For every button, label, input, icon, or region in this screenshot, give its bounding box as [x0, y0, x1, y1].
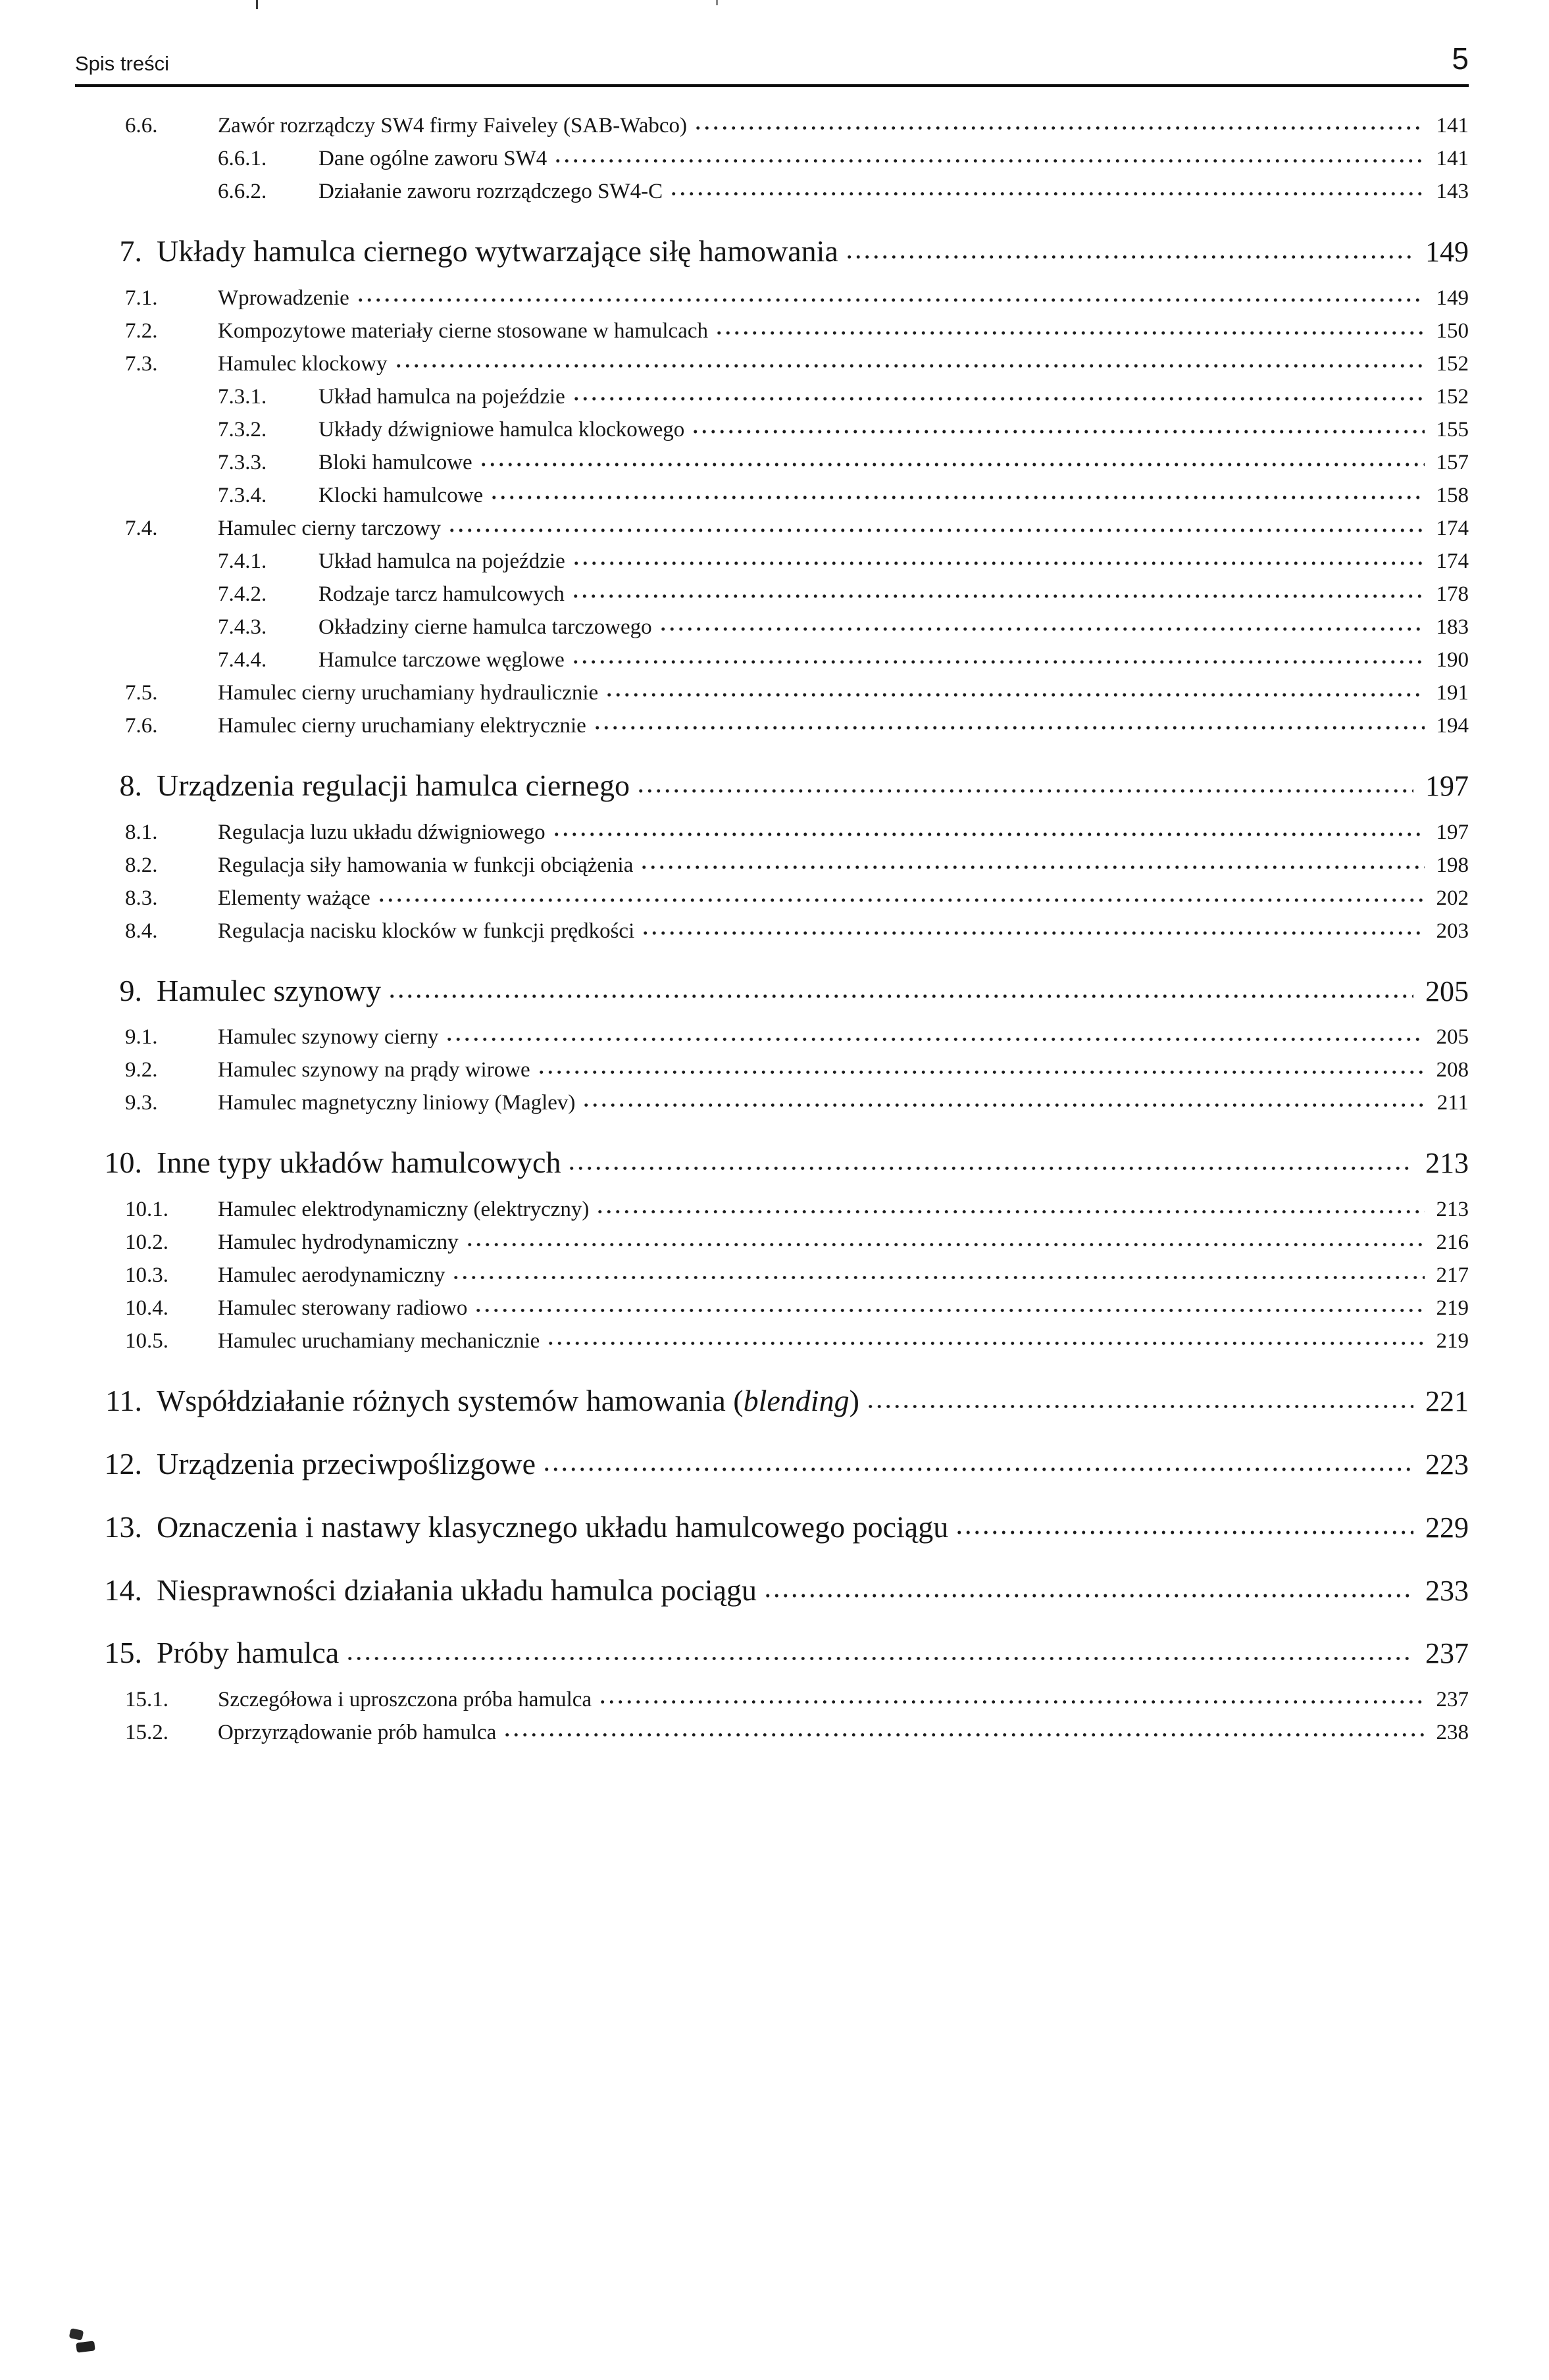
entry-page-number: 208: [1436, 1058, 1469, 1082]
entry-number: 7.4.1.: [218, 549, 267, 573]
entry-number: 13.: [104, 1509, 142, 1544]
toc-entry: [75, 282, 1469, 315]
entry-number: 7.1.: [125, 286, 158, 310]
dot-leader: [503, 1730, 1424, 1739]
entry-title: Hamulec cierny uruchamiany hydraulicznie: [218, 680, 599, 705]
entry-number: 7.4.4.: [218, 647, 267, 672]
entry-page-number: 221: [1425, 1385, 1469, 1418]
toc-entry: [75, 232, 1469, 271]
toc-entry: [75, 882, 1469, 915]
entry-number: 7.6.: [125, 713, 158, 738]
dot-leader: [546, 1338, 1424, 1348]
dot-leader: [641, 928, 1424, 938]
entry-title: Hamulec szynowy na prądy wirowe: [218, 1058, 530, 1082]
entry-number: 8.2.: [125, 853, 158, 877]
page-header: [75, 43, 1469, 87]
entry-number: 9.2.: [125, 1058, 158, 1082]
dot-leader: [691, 427, 1424, 436]
entry-page-number: 197: [1425, 769, 1469, 802]
entry-number: 9.1.: [125, 1025, 158, 1050]
toc-entry: [75, 644, 1469, 676]
dot-leader: [445, 1034, 1424, 1044]
entry-page-number: 205: [1425, 975, 1469, 1007]
entry-page-number: 158: [1436, 483, 1469, 507]
entry-number: 15.2.: [125, 1721, 168, 1745]
entry-number: 9.: [119, 973, 142, 1007]
entry-page-number: 219: [1436, 1329, 1469, 1354]
toc-entry: [75, 1507, 1469, 1547]
toc-entry: [75, 347, 1469, 380]
entry-title: Okładziny cierne hamulca tarczowego: [318, 615, 652, 639]
toc-entry: [75, 1716, 1469, 1749]
dot-leader: [582, 1100, 1425, 1109]
entry-title: Bloki hamulcowe: [318, 450, 472, 474]
entry-page-number: 219: [1436, 1296, 1469, 1321]
entry-number: 15.1.: [125, 1688, 168, 1712]
dot-leader: [640, 863, 1424, 872]
entry-title: Regulacja siły hamowania w funkcji obciążenia: [218, 853, 634, 877]
entry-page-number: 149: [1436, 286, 1469, 310]
entry-number: 7.3.1.: [218, 384, 267, 409]
entry-page-number: 203: [1436, 919, 1469, 943]
entry-number: 12.: [104, 1446, 142, 1481]
toc-entry: [75, 676, 1469, 709]
toc-entry: [75, 766, 1469, 805]
toc-entry: [75, 1381, 1469, 1421]
entry-title: Hamulec magnetyczny liniowy (Maglev): [218, 1091, 576, 1115]
entry-page-number: 217: [1436, 1263, 1469, 1288]
entry-page-number: 205: [1436, 1025, 1469, 1050]
entry-page-number: 174: [1436, 516, 1469, 540]
entry-title: Próby hamulca: [157, 1636, 340, 1670]
entry-title: Hamulec hydrodynamiczny: [218, 1230, 459, 1255]
entry-title: Układy hamulca ciernego wytwarzające siłę hamowania: [157, 234, 838, 268]
toc-entry: [75, 413, 1469, 446]
dot-leader: [571, 657, 1425, 667]
entry-title: Układ hamulca na pojeździe: [318, 549, 565, 573]
entry-number: 7.3.: [125, 351, 158, 376]
toc-entry: [75, 315, 1469, 347]
entry-page-number: 229: [1425, 1511, 1469, 1544]
entry-page-number: 237: [1425, 1637, 1469, 1670]
dot-leader: [694, 123, 1425, 132]
entry-number: 11.: [105, 1384, 142, 1418]
toc-entry: [75, 1021, 1469, 1053]
entry-number: 10.3.: [125, 1263, 168, 1288]
dot-leader: [605, 690, 1424, 699]
toc-entry: [75, 512, 1469, 545]
entry-number: 7.3.4.: [218, 483, 267, 507]
dot-leader: [572, 394, 1425, 403]
dot-leader: [715, 328, 1425, 338]
entry-page-number: 233: [1425, 1574, 1469, 1607]
dot-leader: [571, 592, 1425, 601]
entry-title: Oprzyrządowanie prób hamulca: [218, 1721, 497, 1745]
toc-entry: [75, 1193, 1469, 1226]
entry-page-number: 150: [1436, 318, 1469, 343]
entry-title: Regulacja nacisku klocków w funkcji prędkości: [218, 919, 635, 943]
entry-number: 10.: [104, 1146, 142, 1180]
dot-leader: [388, 991, 1413, 1001]
dot-leader: [465, 1240, 1425, 1249]
entry-number: 10.4.: [125, 1296, 168, 1321]
entry-title: Hamulec klockowy: [218, 351, 388, 376]
entry-number: 9.3.: [125, 1091, 158, 1115]
toc-entry: [75, 1143, 1469, 1182]
entry-title: Działanie zaworu rozrządczego SW4-C: [318, 180, 663, 203]
scan-artifact-top-center: [716, 0, 718, 5]
dot-leader: [636, 786, 1413, 796]
entry-number: 7.: [119, 234, 142, 268]
dot-leader: [669, 189, 1424, 198]
entry-title: Rodzaje tarcz hamulcowych: [318, 582, 565, 606]
entry-number: 7.4.: [125, 516, 158, 540]
entry-title: Hamulce tarczowe węglowe: [318, 647, 565, 672]
entry-page-number: 157: [1436, 450, 1469, 474]
dot-leader: [479, 460, 1425, 469]
entry-title: Hamulec aerodynamiczny: [218, 1263, 445, 1288]
entry-page-number: 141: [1436, 147, 1469, 170]
entry-title: Hamulec cierny uruchamiany elektrycznie: [218, 713, 586, 738]
entry-title: Układ hamulca na pojeździe: [318, 384, 565, 409]
toc-entry: [75, 709, 1469, 742]
entry-number: 8.3.: [125, 886, 158, 910]
dot-leader: [845, 251, 1413, 261]
dot-leader: [659, 624, 1425, 634]
dot-leader: [345, 1653, 1413, 1663]
entry-title: Urządzenia przeciwpoślizgowe: [157, 1446, 536, 1481]
dot-leader: [394, 361, 1425, 370]
toc-entry: [75, 578, 1469, 611]
entry-page-number: 194: [1436, 713, 1469, 738]
entry-number: 15.: [104, 1636, 142, 1670]
entry-page-number: 178: [1436, 582, 1469, 606]
dot-leader: [447, 526, 1425, 535]
entry-page-number: 183: [1436, 615, 1469, 639]
toc-entry: [75, 1633, 1469, 1673]
toc-entry: [75, 1086, 1469, 1119]
dot-leader: [490, 493, 1424, 502]
toc-entry: [75, 1325, 1469, 1357]
dot-leader: [553, 156, 1424, 165]
dot-leader: [567, 1163, 1413, 1173]
entry-page-number: 143: [1436, 180, 1469, 203]
entry-title: Hamulec uruchamiany mechanicznie: [218, 1329, 540, 1354]
entry-title: Urządzenia regulacji hamulca ciernego: [157, 768, 630, 802]
running-head-title: Spis treści: [75, 52, 169, 75]
toc-entry: [75, 915, 1469, 948]
entry-number: 8.: [119, 768, 142, 802]
entry-page-number: 190: [1436, 647, 1469, 672]
toc-entry: [75, 1226, 1469, 1259]
dot-leader: [451, 1273, 1424, 1282]
entry-number: 6.6.1.: [218, 147, 267, 170]
entry-page-number: 237: [1436, 1688, 1469, 1712]
entry-title: Hamulec szynowy cierny: [218, 1025, 439, 1050]
entry-number: 6.6.2.: [218, 180, 267, 203]
entry-title: Hamulec szynowy: [157, 973, 382, 1007]
dot-leader: [596, 1207, 1424, 1216]
entry-number: 10.2.: [125, 1230, 168, 1255]
toc-entry: [75, 175, 1469, 208]
dot-leader: [763, 1590, 1413, 1600]
dot-leader: [474, 1305, 1424, 1315]
dot-leader: [593, 723, 1425, 732]
entry-title: Zawór rozrządczy SW4 firmy Faiveley (SAB-Wabco): [218, 114, 687, 138]
toc-entry: [75, 1683, 1469, 1716]
dot-leader: [542, 1464, 1413, 1474]
entry-number: 7.5.: [125, 680, 158, 705]
toc-entry: [75, 109, 1469, 142]
entry-page-number: 202: [1436, 886, 1469, 910]
entry-number: 7.4.3.: [218, 615, 267, 639]
entry-number: 7.3.2.: [218, 417, 267, 442]
entry-title: Układy dźwigniowe hamulca klockowego: [318, 417, 685, 442]
toc-entry: [75, 446, 1469, 479]
dot-leader: [866, 1401, 1413, 1411]
dot-leader: [356, 295, 1425, 305]
entry-title: Dane ogólne zaworu SW4: [318, 147, 547, 170]
entry-title: Elementy ważące: [218, 886, 370, 910]
entry-page-number: 141: [1436, 114, 1469, 138]
toc-entry: [75, 1292, 1469, 1325]
toc-entry: [75, 611, 1469, 644]
entry-number: 10.5.: [125, 1329, 168, 1354]
entry-page-number: 223: [1425, 1448, 1469, 1481]
entry-page-number: 152: [1436, 384, 1469, 409]
entry-title: Hamulec cierny tarczowy: [218, 516, 441, 540]
toc-entry: [75, 142, 1469, 175]
entry-title: Niesprawności działania układu hamulca pociągu: [157, 1573, 757, 1607]
toc-entry: [75, 1053, 1469, 1086]
entry-page-number: 213: [1425, 1147, 1469, 1180]
toc-entry: [75, 1571, 1469, 1610]
entry-number: 7.2.: [125, 318, 158, 343]
scan-artifact-top-left: [256, 0, 258, 9]
toc-entry: [75, 545, 1469, 578]
entry-number: 6.6.: [125, 114, 158, 138]
page-number: 5: [1452, 41, 1469, 76]
dot-leader: [572, 559, 1425, 568]
entry-title: Współdziałanie różnych systemów hamowania (blending): [157, 1384, 859, 1418]
entry-page-number: 238: [1436, 1721, 1469, 1745]
entry-title: Inne typy układów hamulcowych: [157, 1146, 561, 1180]
entry-number: 10.1.: [125, 1198, 168, 1222]
scan-artifact-bottom-left: [68, 2329, 103, 2358]
entry-page-number: 211: [1436, 1091, 1469, 1115]
dot-leader: [955, 1527, 1413, 1537]
toc-entry: [75, 1444, 1469, 1484]
entry-title: Regulacja luzu układu dźwigniowego: [218, 820, 546, 844]
entry-page-number: 197: [1436, 820, 1469, 844]
entry-title: Hamulec elektrodynamiczny (elektryczny): [218, 1198, 590, 1222]
dot-leader: [377, 896, 1425, 905]
toc-entry: [75, 479, 1469, 512]
toc-list: [75, 109, 1469, 1749]
entry-number: 8.1.: [125, 820, 158, 844]
toc-entry: [75, 849, 1469, 882]
entry-page-number: 191: [1436, 680, 1469, 705]
toc-entry: [75, 380, 1469, 413]
entry-page-number: 155: [1436, 417, 1469, 442]
entry-title: Kompozytowe materiały cierne stosowane w hamulcach: [218, 318, 708, 343]
entry-page-number: 216: [1436, 1230, 1469, 1255]
entry-number: 8.4.: [125, 919, 158, 943]
toc-entry: [75, 816, 1469, 849]
entry-number: 7.3.3.: [218, 450, 267, 474]
entry-title: Oznaczenia i nastawy klasycznego układu hamulcowego pociągu: [157, 1509, 949, 1544]
entry-title: Hamulec sterowany radiowo: [218, 1296, 468, 1321]
dot-leader: [537, 1067, 1425, 1076]
toc-entry: [75, 971, 1469, 1011]
entry-title: Wprowadzenie: [218, 286, 349, 310]
toc-entry: [75, 1259, 1469, 1292]
entry-page-number: 198: [1436, 853, 1469, 877]
dot-leader: [552, 830, 1425, 839]
entry-page-number: 152: [1436, 351, 1469, 376]
entry-page-number: 213: [1436, 1198, 1469, 1222]
entry-page-number: 149: [1425, 236, 1469, 268]
entry-number: 14.: [104, 1573, 142, 1607]
dot-leader: [598, 1697, 1424, 1706]
entry-number: 7.4.2.: [218, 582, 267, 606]
entry-page-number: 174: [1436, 549, 1469, 573]
entry-title: Klocki hamulcowe: [318, 483, 484, 507]
entry-title: Szczegółowa i uproszczona próba hamulca: [218, 1688, 592, 1712]
